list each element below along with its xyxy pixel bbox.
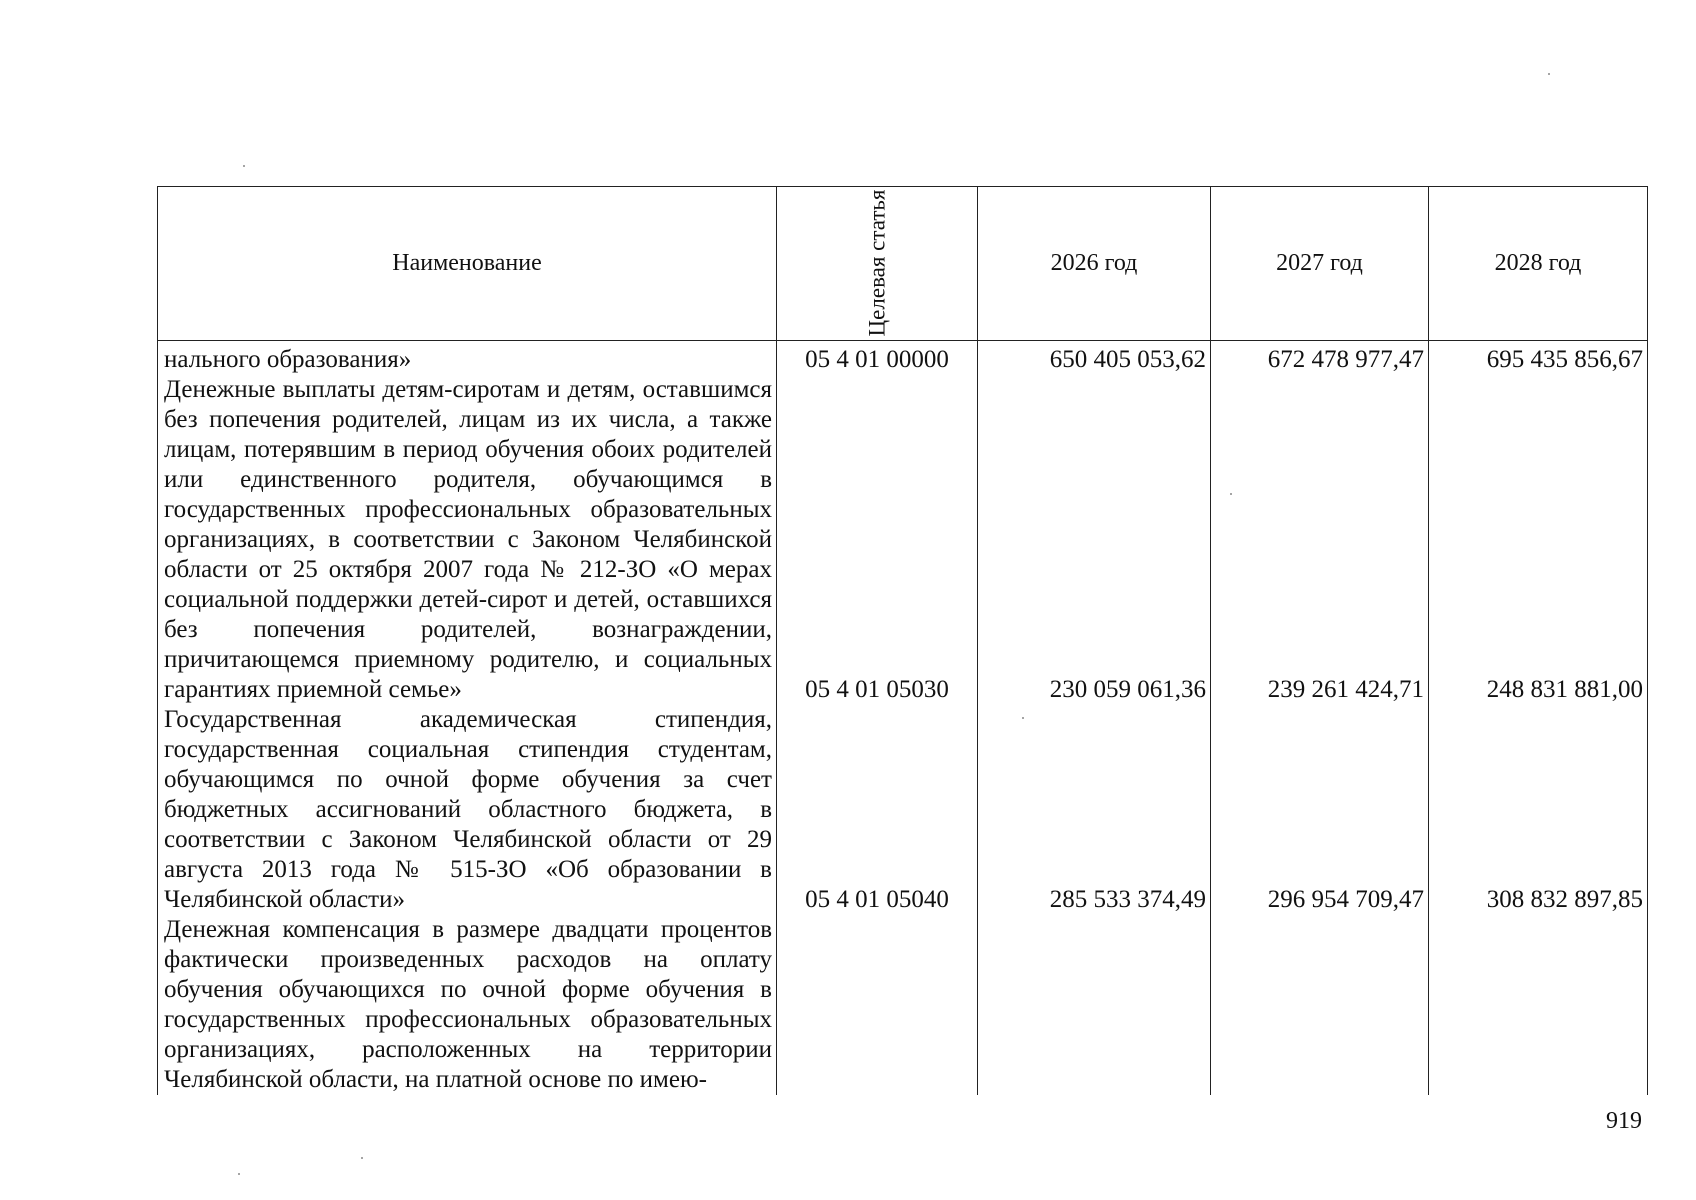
y2027-column (1211, 341, 1429, 1096)
scan-speck (1230, 493, 1232, 495)
header-2027: 2027 год (1211, 187, 1429, 341)
row-3-name: Государственная академическая стипендия, государственная социальная стипендия студентам, обучающимся по очной форме обучения за счет бюджетных ассигнований областного бюджета, в соответствии с Законом Челябинской области от 29 августа 2013 года № 515-ЗО «Об образовании в Челябинской области» (164, 706, 772, 913)
scan-speck (238, 1173, 240, 1175)
row-1-y2028: 695 435 856,67 (1486, 346, 1643, 373)
row-3-y2027: 296 954 709,47 (1267, 886, 1424, 913)
row-2-name: Денежные выплаты детям-сиротам и детям, оставшимся без попечения родителей, лицам из их числа, а также лицам, потерявшим в период обучения обоих родителей или единственного родителя, обучающимся в государственных профессиональных образовательных организациях, в соответствии с Законом Челябинской области от 25 октября 2007 года № 212-ЗО «О мерах социальной поддержки детей-сирот и детей, оставшихся без попечения родителей, вознаграждении, причитающемся приемному родителю, и социальных гарантиях приемной семье» (164, 376, 772, 703)
row-4-name: Денежная компенсация в размере двадцати процентов фактически произведенных расходов на оплату обучения обучающихся по очной форме обучения в государственных профессиональных образовательных организациях, расположенных на территории Челябинской области, на платной основе по имею- (164, 916, 772, 1093)
scan-speck (1022, 717, 1024, 719)
scan-speck (1548, 73, 1550, 75)
scan-speck (243, 165, 245, 167)
scan-speck (361, 1157, 363, 1159)
y2028-column (1429, 341, 1648, 1096)
row-2-y2026: 230 059 061,36 (1049, 676, 1206, 703)
row-1-y2026: 650 405 053,62 (1049, 346, 1206, 373)
budget-table (157, 186, 1648, 1095)
header-code (777, 187, 978, 341)
row-2-y2028: 248 831 881,00 (1486, 676, 1643, 703)
header-2026: 2026 год (978, 187, 1211, 341)
row-3-y2028: 308 832 897,85 (1486, 886, 1643, 913)
name-column (158, 341, 777, 1096)
code-column (777, 341, 978, 1096)
header-name: Наименование (158, 187, 777, 341)
row-2-code: 05 4 01 05030 (805, 676, 949, 703)
y2026-column (978, 341, 1211, 1096)
header-2028: 2028 год (1429, 187, 1648, 341)
header-code-label: Целевая статья (864, 189, 889, 337)
row-3-y2026: 285 533 374,49 (1049, 886, 1206, 913)
table-header-row (158, 187, 1648, 341)
table-body-row (158, 341, 1648, 1096)
row-1-code: 05 4 01 00000 (805, 346, 949, 373)
row-2-y2027: 239 261 424,71 (1267, 676, 1424, 703)
row-1-name: нального образования» (164, 346, 412, 373)
page-number: 919 (1606, 1108, 1642, 1134)
row-1-y2027: 672 478 977,47 (1267, 346, 1424, 373)
row-3-code: 05 4 01 05040 (805, 886, 949, 913)
